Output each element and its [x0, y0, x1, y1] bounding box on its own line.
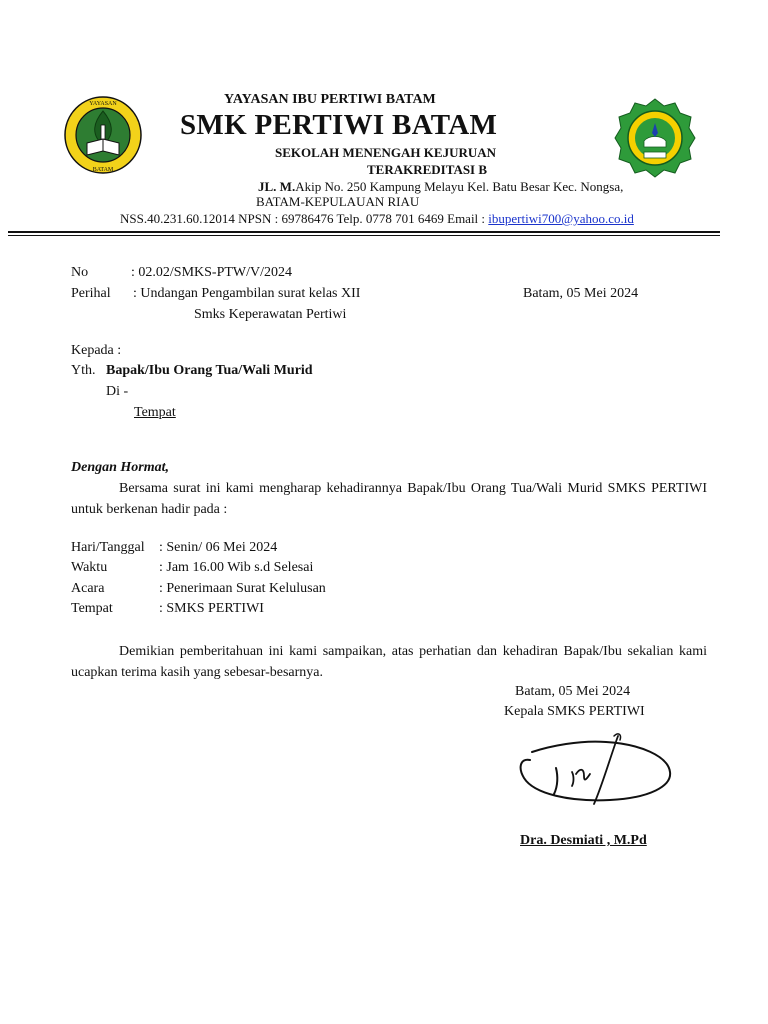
- address-text: Akip No. 250 Kampung Melayu Kel. Batu Besar Kec. Nongsa,: [295, 179, 624, 194]
- body-paragraph: Bersama surat ini kami mengharap kehadirannya Bapak/Ibu Orang Tua/Wali Murid SMKS PERTIWI untuk berkenan hadir pada :: [71, 481, 707, 517]
- signatory-name: Dra. Desmiati , M.Pd: [520, 833, 647, 848]
- address-line-2: BATAM-KEPULAUAN RIAU: [256, 194, 420, 209]
- detail-value-time: : Jam 16.00 Wib s.d Selesai: [159, 560, 314, 575]
- detail-label-time: Waktu: [71, 560, 108, 575]
- accreditation: TERAKREDITASI B: [367, 162, 488, 177]
- signature-place-date: Batam, 05 Mei 2024: [515, 684, 631, 699]
- place-date: Batam, 05 Mei 2024: [523, 286, 639, 301]
- address-line-1: [258, 179, 623, 195]
- salutation: Dengan Hormat,: [71, 460, 170, 475]
- yth-label: Yth.: [71, 363, 96, 378]
- ids-text: NSS.40.231.60.12014 NPSN : 69786476 Telp. 0778 701 6469 Email :: [120, 211, 489, 226]
- header-rule-thin: [8, 235, 720, 236]
- di-label: Di -: [106, 384, 129, 399]
- handwritten-signature-icon: [510, 728, 680, 818]
- no-label: No: [71, 265, 89, 280]
- smk-pertiwi-emblem-icon: [614, 97, 696, 179]
- foundation-name: YAYASAN IBU PERTIWI BATAM: [224, 92, 436, 107]
- detail-value-date: : Senin/ 06 Mei 2024: [159, 540, 278, 555]
- school-name: SMK PERTIWI BATAM: [180, 109, 498, 141]
- detail-value-place: : SMKS PERTIWI: [159, 601, 264, 616]
- recipient-name: Bapak/Ibu Orang Tua/Wali Murid: [106, 363, 313, 378]
- perihal-value-line2: Smks Keperawatan Pertiwi: [194, 307, 347, 322]
- svg-text:YAYASAN: YAYASAN: [89, 101, 117, 107]
- detail-value-event: : Penerimaan Surat Kelulusan: [159, 581, 326, 596]
- yayasan-logo-icon: [63, 95, 143, 175]
- kepada-label: Kepada :: [71, 343, 122, 358]
- address-prefix: JL. M.: [258, 179, 296, 194]
- header-rule-thick: [8, 231, 720, 233]
- no-value: : 02.02/SMKS-PTW/V/2024: [131, 265, 293, 280]
- ids-line: [120, 211, 634, 227]
- tempat-label: Tempat: [134, 405, 176, 420]
- detail-label-place: Tempat: [71, 601, 113, 616]
- svg-text:BATAM: BATAM: [92, 167, 114, 173]
- perihal-value: : Undangan Pengambilan surat kelas XII: [133, 286, 361, 301]
- detail-label-event: Acara: [71, 581, 105, 596]
- school-subtitle: SEKOLAH MENENGAH KEJURUAN: [275, 145, 497, 160]
- closing-paragraph: Demikian pemberitahuan ini kami sampaikan, atas perhatian dan kehadiran Bapak/Ibu sekalian kami ucapkan terima kasih yang sebesar-besarnya.: [71, 644, 707, 680]
- perihal-label: Perihal: [71, 286, 111, 301]
- email-link[interactable]: ibupertiwi700@yahoo.co.id: [488, 211, 634, 226]
- detail-label-date: Hari/Tanggal: [71, 540, 145, 555]
- signature-title: Kepala SMKS PERTIWI: [504, 704, 645, 719]
